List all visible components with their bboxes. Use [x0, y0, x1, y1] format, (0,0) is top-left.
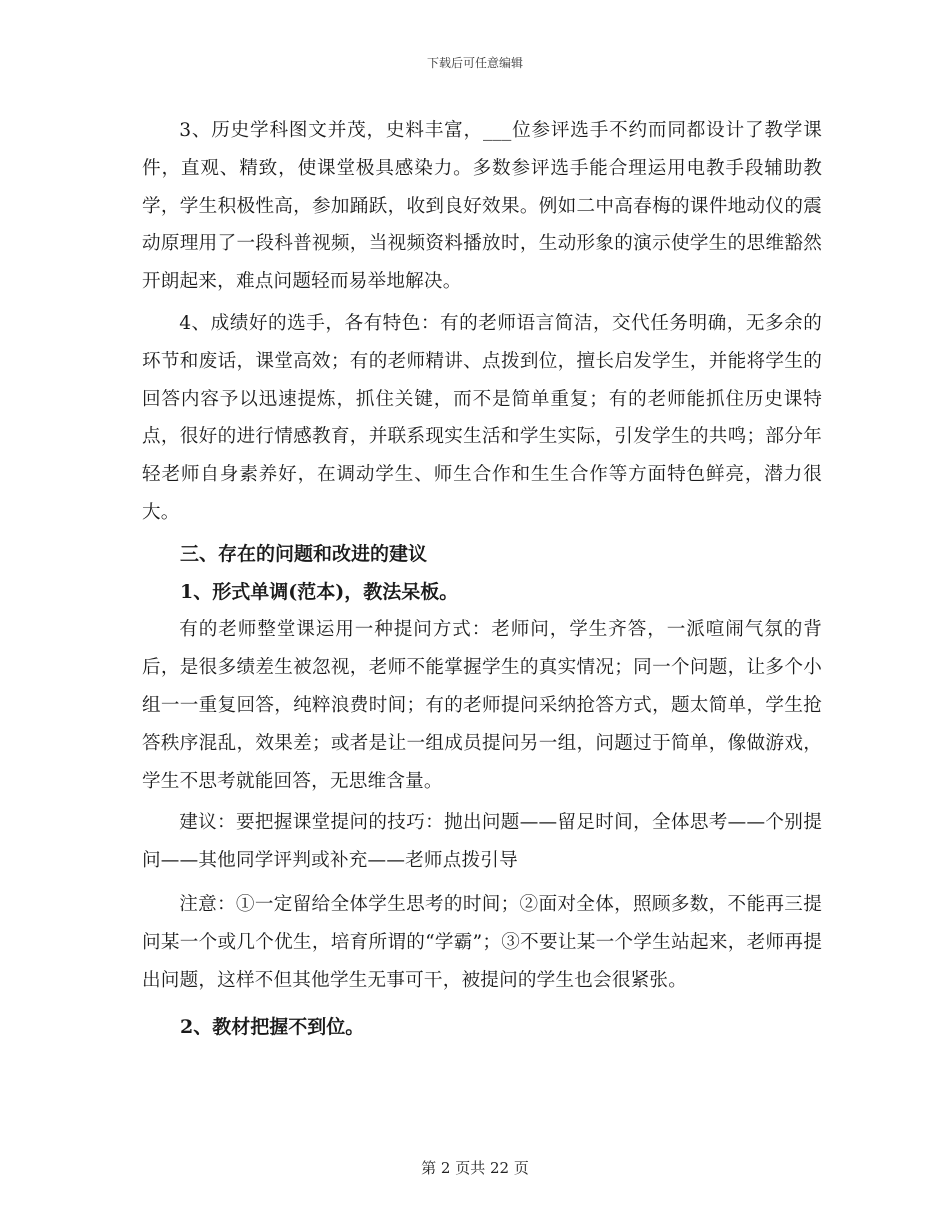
document-body	[142, 112, 822, 1047]
paragraph-questioning-issues: 有的老师整堂课运用一种提问方式：老师问，学生齐答，一派喧闹气氛的背后，是很多绩差生被忽视，老师不能掌握学生的真实情况；同一个问题，让多个小组一一重复回答，纯粹浪费时间；有的老师提问采纳抢答方式，题太简单，学生抢答秩序混乱，效果差；或者是让一组成员提问另一组，问题过于简单，像做游戏，学生不思考就能回答，无思维含量。	[142, 619, 822, 792]
section-heading-problems: 三、存在的问题和改进的建议	[180, 542, 428, 565]
paragraph-suggestion: 建议：要把握课堂提问的技巧：抛出问题——留足时间，全体思考——个别提问——其他同学评判或补充——老师点拨引导	[142, 812, 822, 872]
paragraph-notes: 注意：①一定留给全体学生思考的时间；②面对全体，照顾多数，不能再三提问某一个或几个优生，培育所谓的“学霸”；③不要让某一个学生站起来，老师再提出问题，这样不但其他学生无事可干，被提问的学生也会很紧张。	[142, 893, 822, 991]
paragraph-history-courseware: 3、历史学科图文并茂，史料丰富，___位参评选手不约而同都设计了教学课件，直观、精致，使课堂极具感染力。多数参评选手能合理运用电教手段辅助教学，学生积极性高，参加踊跃，收到良好效果。例如二中高春梅的课件地动仪的震动原理用了一段科普视频，当视频资料播放时，生动形象的演示使学生的思维豁然开朗起来，难点问题轻而易举地解决。	[142, 120, 822, 293]
page-header: 下载后可任意编辑	[426, 56, 523, 70]
subheading-textbook-grasp: 2、教材把握不到位。	[180, 1016, 365, 1039]
subheading-monotonous-form: 1、形式单调(范本)，教法呆板。	[180, 580, 459, 603]
paragraph-good-contestants: 4、成绩好的选手，各有特色：有的老师语言简洁，交代任务明确，无多余的环节和废话，课堂高效；有的老师精讲、点拨到位，擅长启发学生，并能将学生的回答内容予以迅速提炼，抓住关键，而不是简单重复；有的老师能抓住历史课特点，很好的进行情感教育，并联系现实生活和学生实际，引发学生的共鸣；部分年轻老师自身素养好，在调动学生、师生合作和生生合作等方面特色鲜亮，潜力很大。	[142, 312, 822, 523]
page-footer: 第 2 页共 22 页	[421, 1159, 529, 1177]
